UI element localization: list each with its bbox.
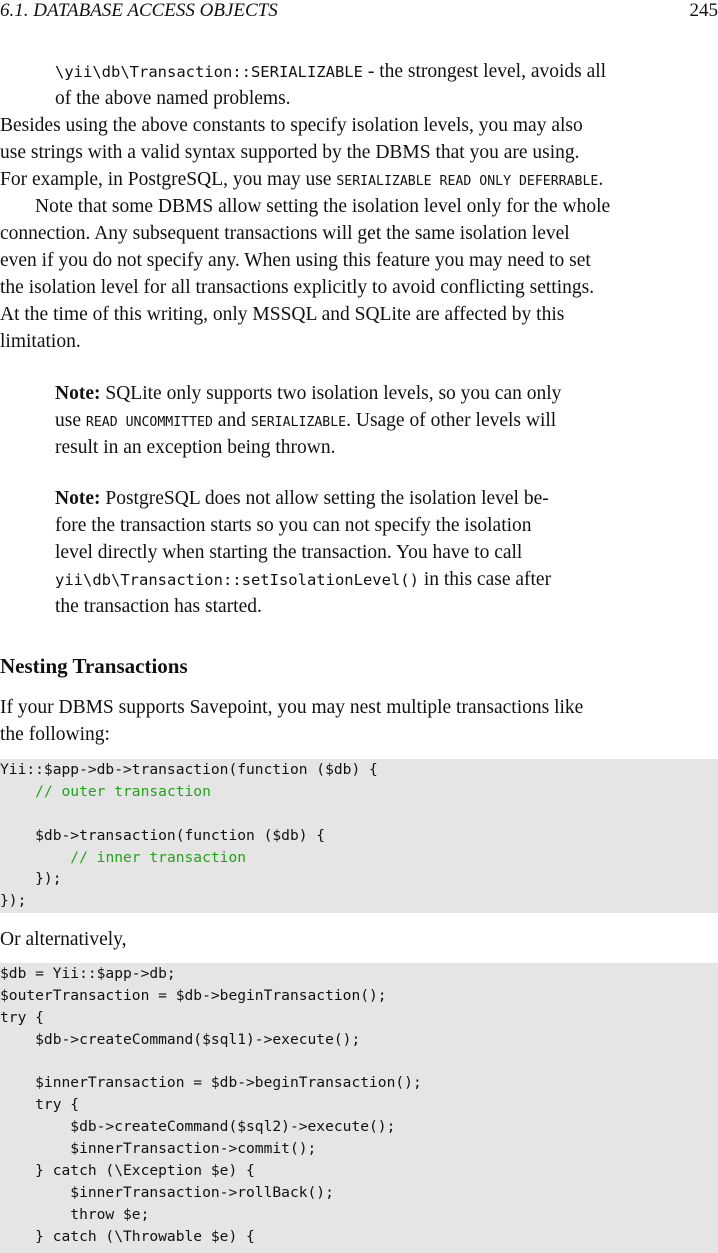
note-sqlite-text: and xyxy=(213,410,251,431)
para-strings-line2: use strings with a valid syntax supported by the DBMS that you are using. xyxy=(0,139,718,166)
code-block-begin-transaction xyxy=(0,963,718,1253)
para-alternatively: Or alternatively, xyxy=(0,926,718,953)
code-line xyxy=(0,1051,718,1073)
section-title: 6.1. DATABASE ACCESS OBJECTS xyxy=(0,0,278,22)
para-connection-line1: Note that some DBMS allow setting the isolation level only for the whole xyxy=(35,193,718,220)
inline-code-set-isolation-level: yii\db\Transaction::setIsolationLevel() xyxy=(55,571,419,589)
para-savepoint-line2: the following: xyxy=(0,721,718,748)
code-line: $db->transaction(function ($db) { xyxy=(0,825,718,847)
code-line: $db->createCommand($sql2)->execute(); xyxy=(0,1116,718,1138)
section-heading: Nesting Transactions xyxy=(0,652,188,680)
note-label: Note: xyxy=(55,488,100,509)
note-label: Note: xyxy=(55,383,100,404)
code-line: $innerTransaction->commit(); xyxy=(0,1138,718,1160)
note-sqlite-text: . Usage of other levels will xyxy=(346,410,556,431)
code-line xyxy=(0,781,718,803)
code-line: } catch (\Exception $e) { xyxy=(0,1160,718,1182)
note-postgres-line1 xyxy=(55,485,663,512)
note-postgres-text: PostgreSQL does not allow setting the isolation level be- xyxy=(100,488,548,509)
code-line: }); xyxy=(0,890,718,912)
note-sqlite-line2 xyxy=(55,407,663,436)
serializable-item-line2: of the above named problems. xyxy=(55,85,718,112)
code-line xyxy=(0,803,718,825)
inline-code-read-uncommitted: READ UNCOMMITTED xyxy=(86,415,213,430)
para-strings-line3 xyxy=(0,166,718,195)
code-line: Yii::$app->db->transaction(function ($db) { xyxy=(0,759,718,781)
note-sqlite-line1 xyxy=(55,380,663,407)
note-postgres-line3: level directly when starting the transaction. You have to call xyxy=(55,539,663,566)
running-header xyxy=(0,0,718,22)
code-line: $db = Yii::$app->db; xyxy=(0,963,718,985)
para-strings-line1: Besides using the above constants to specify isolation levels, you may also xyxy=(0,112,718,139)
serializable-text: - the strongest level, avoids all xyxy=(363,61,606,82)
code-block-nested-transactions xyxy=(0,759,718,913)
serializable-constant: \yii\db\Transaction::SERIALIZABLE xyxy=(55,63,363,81)
para-connection-line6: limitation. xyxy=(0,328,718,355)
code-comment: // outer transaction xyxy=(35,783,211,800)
code-line: $innerTransaction = $db->beginTransaction(); xyxy=(0,1072,718,1094)
inline-code-serializable-read-only: SERIALIZABLE READ ONLY DEFERRABLE xyxy=(336,174,598,189)
para-connection-line4: the isolation level for all transactions explicitly to avoid conflicting settings. xyxy=(0,274,718,301)
note-sqlite-text: use xyxy=(55,410,86,431)
code-line: } catch (\Throwable $e) { xyxy=(0,1226,718,1248)
page-number: 245 xyxy=(690,0,718,22)
note-postgres-text: in this case after xyxy=(419,569,551,590)
code-line: $innerTransaction->rollBack(); xyxy=(0,1182,718,1204)
note-postgres-line2: fore the transaction starts so you can not specify the isolation xyxy=(55,512,663,539)
code-line: $outerTransaction = $db->beginTransaction(); xyxy=(0,985,718,1007)
note-postgres-line5: the transaction has started. xyxy=(55,593,663,620)
para-connection-line3: even if you do not specify any. When using this feature you may need to set xyxy=(0,247,718,274)
code-comment: // inner transaction xyxy=(70,849,246,866)
para-savepoint-line1: If your DBMS supports Savepoint, you may nest multiple transactions like xyxy=(0,694,718,721)
code-line: try { xyxy=(0,1007,718,1029)
code-line: }); xyxy=(0,868,718,890)
note-sqlite-text: SQLite only supports two isolation levels, so you can only xyxy=(100,383,561,404)
para-strings-text: For example, in PostgreSQL, you may use xyxy=(0,169,336,190)
code-line: $db->createCommand($sql1)->execute(); xyxy=(0,1029,718,1051)
note-sqlite-line3: result in an exception being thrown. xyxy=(55,434,663,461)
code-line: try { xyxy=(0,1094,718,1116)
code-line: throw $e; xyxy=(0,1204,718,1226)
para-connection-line2: connection. Any subsequent transactions will get the same isolation level xyxy=(0,220,718,247)
para-connection-line5: At the time of this writing, only MSSQL and SQLite are affected by this xyxy=(0,301,718,328)
note-postgres-line4 xyxy=(55,566,663,594)
serializable-item-line1 xyxy=(55,58,718,86)
inline-code-serializable: SERIALIZABLE xyxy=(251,415,346,430)
para-strings-period: . xyxy=(598,169,603,190)
code-line xyxy=(0,847,718,869)
